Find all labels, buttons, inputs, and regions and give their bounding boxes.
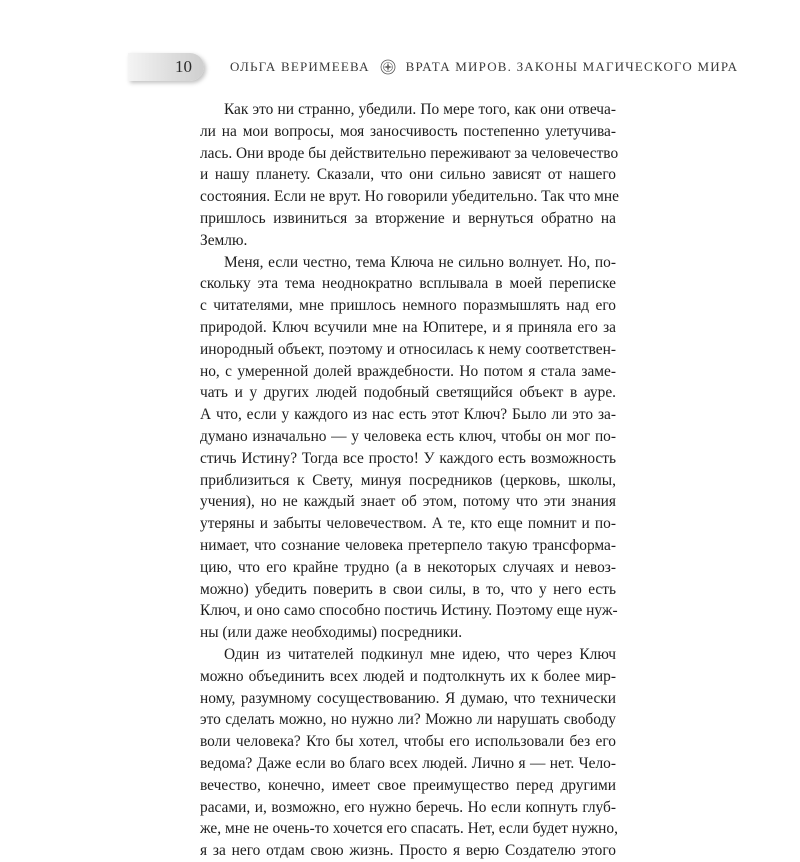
text-line: природой. Ключ всучили мне на Юпитере, и я приняла его за [200,318,616,336]
page-number-tab [128,53,204,81]
text-line: воли человека? Кто бы хотел, чтобы его использовали без его [200,733,616,751]
text-line: чать и у других людей подобный светящийся объект в ауре. [200,384,616,402]
text-line: Меня, если честно, тема Ключа не сильно волнует. Но, по- [224,253,616,271]
text-line: думано изначально — у человека есть ключ, чтобы он мог по- [200,427,616,445]
paragraph [200,99,619,252]
text-line: нимает, что сознание человека претерпело такую трансформа- [200,536,616,554]
text-line: инородный объект, поэтому и относилась к нему соответствен- [200,340,616,358]
text-line: скольку эта тема неоднократно всплывала в моей переписке [200,275,616,293]
text-line: и нашу планету. Сказали, что они сильно зависят от нашего [200,166,616,184]
running-head [230,59,738,75]
page-number: 10 [175,57,192,76]
text-line: состояния. Если не врут. Но говорили убедительно. Так что мне [200,188,619,206]
text-line: приблизиться к Свету, минуя посредников (церковь, школы, [200,471,616,489]
text-line: можно) убедить поверить в свои силы, в то, что у него есть [200,580,616,598]
text-line: цию, что его крайне трудно (а в некоторых случаях и невоз- [200,558,616,576]
text-line: я за него отдам свою жизнь. Просто я верю Создателю этого [200,842,616,860]
running-head-title: ВРАТА МИРОВ. ЗАКОНЫ МАГИЧЕСКОГО МИРА [405,59,739,74]
text-line: лась. Они вроде бы действительно переживают за человечество [200,144,619,162]
text-line: это сделать можно, но нужно ли? Можно ли нарушать свободу [200,711,616,729]
text-line: с читателями, мне пришлось немного поразмышлять над его [200,297,616,315]
ornament-seal-icon [380,59,396,75]
paragraph [200,252,616,644]
text-line: ны (или даже необходимы) посредники. [200,624,463,642]
text-line: можно объединить всех людей и подтолкнуть их к более мир- [200,667,616,685]
text-line: стичь Истину? Тогда все просто! У каждого есть возможность [200,449,616,467]
text-line: Ключ, и оно само способно постичь Истину. Поэтому еще нуж- [200,602,618,620]
body-text [200,99,619,862]
text-line: же, мне не очень-то хочется его спасать. Нет, если будет нужно, [200,820,618,838]
paragraph [200,644,616,862]
text-line: но, с умеренной долей враждебности. Но потом я стала заме- [200,362,616,380]
text-line: Как это ни странно, убедили. По мере того, как они отвеча- [224,101,616,118]
text-line: ли на мои вопросы, моя заносчивость постепенно улетучива- [200,122,616,140]
text-line: ведома? Даже если во благо всех людей. Лично я — нет. Чело- [200,754,616,772]
text-line: учения), но не каждый знает об этом, потому что эти знания [200,493,616,511]
text-line: утеряны и забыты человечеством. А те, кто еще помнит и по- [200,515,616,533]
text-line: Землю. [200,231,248,249]
text-line: А что, если у каждого из нас есть этот Ключ? Было ли это за- [200,406,616,424]
text-line: ному, разумному сосуществованию. Я думаю, что технически [200,689,616,707]
running-head-author: ОЛЬГА ВЕРИМЕЕВА [230,59,370,74]
text-line: Один из читателей подкинул мне идею, что через Ключ [224,645,616,663]
text-line: расами, и, возможно, его нужно беречь. Но если копнуть глуб- [200,798,616,816]
text-line: пришлось извиниться за вторжение и вернуться обратно на [200,209,616,227]
text-line: вечество, конечно, имеет свое преимущество перед другими [200,776,616,794]
